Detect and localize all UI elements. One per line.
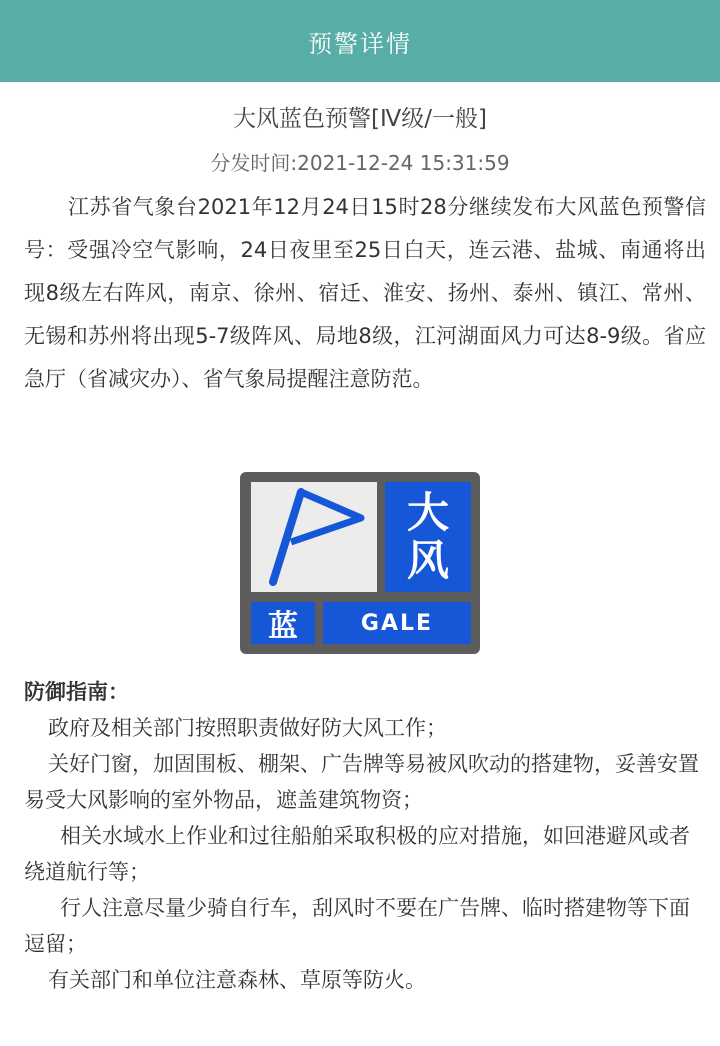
guide-item: 有关部门和单位注意森林、草原等防火。 bbox=[48, 968, 426, 992]
signal-char-1: 大 bbox=[406, 488, 449, 537]
header-title: 预警详情 bbox=[308, 29, 412, 58]
wind-flag-icon bbox=[251, 482, 377, 592]
gale-blue-signal-icon bbox=[240, 472, 480, 654]
defense-guide bbox=[24, 674, 704, 998]
warning-body-text: 江苏省气象台2021年12月24日15时28分继续发布大风蓝色预警信号：受强冷空气影响，24日夜里至25日白天，连云港、盐城、南通将出现8级左右阵风，南京、徐州、宿迁、淮安、扬州、泰州、镇江、常州、无锡和苏州将出现5-7级阵风、局地8级，江河湖面风力可达8-9级。省应急厅（省减灾办）、省气象局提醒注意防范。 bbox=[24, 195, 706, 391]
warning-issue-time: 分发时间:2021-12-24 15:31:59 bbox=[210, 151, 510, 175]
app-header bbox=[0, 0, 720, 82]
guide-item: 政府及相关部门按照职责做好防大风工作； bbox=[48, 716, 447, 740]
signal-color-label: 蓝 bbox=[251, 602, 315, 644]
signal-big-text bbox=[385, 482, 471, 592]
guide-item: 行人注意尽量少骑自行车，刮风时不要在广告牌、临时搭建物等下面逗留； bbox=[24, 896, 690, 956]
signal-english-label: GALE bbox=[323, 602, 471, 644]
signal-char-2: 风 bbox=[406, 536, 449, 585]
warning-title: 大风蓝色预警[Ⅳ级/一般] bbox=[233, 106, 487, 132]
guide-item: 相关水域水上作业和过往船舶采取积极的应对措施，如回港避风或者绕道航行等； bbox=[24, 824, 690, 884]
guide-item: 关好门窗，加固围板、棚架、广告牌等易被风吹动的搭建物，妥善安置易受大风影响的室外物品，遮盖建筑物资； bbox=[24, 752, 699, 812]
guide-title: 防御指南： bbox=[24, 680, 129, 704]
